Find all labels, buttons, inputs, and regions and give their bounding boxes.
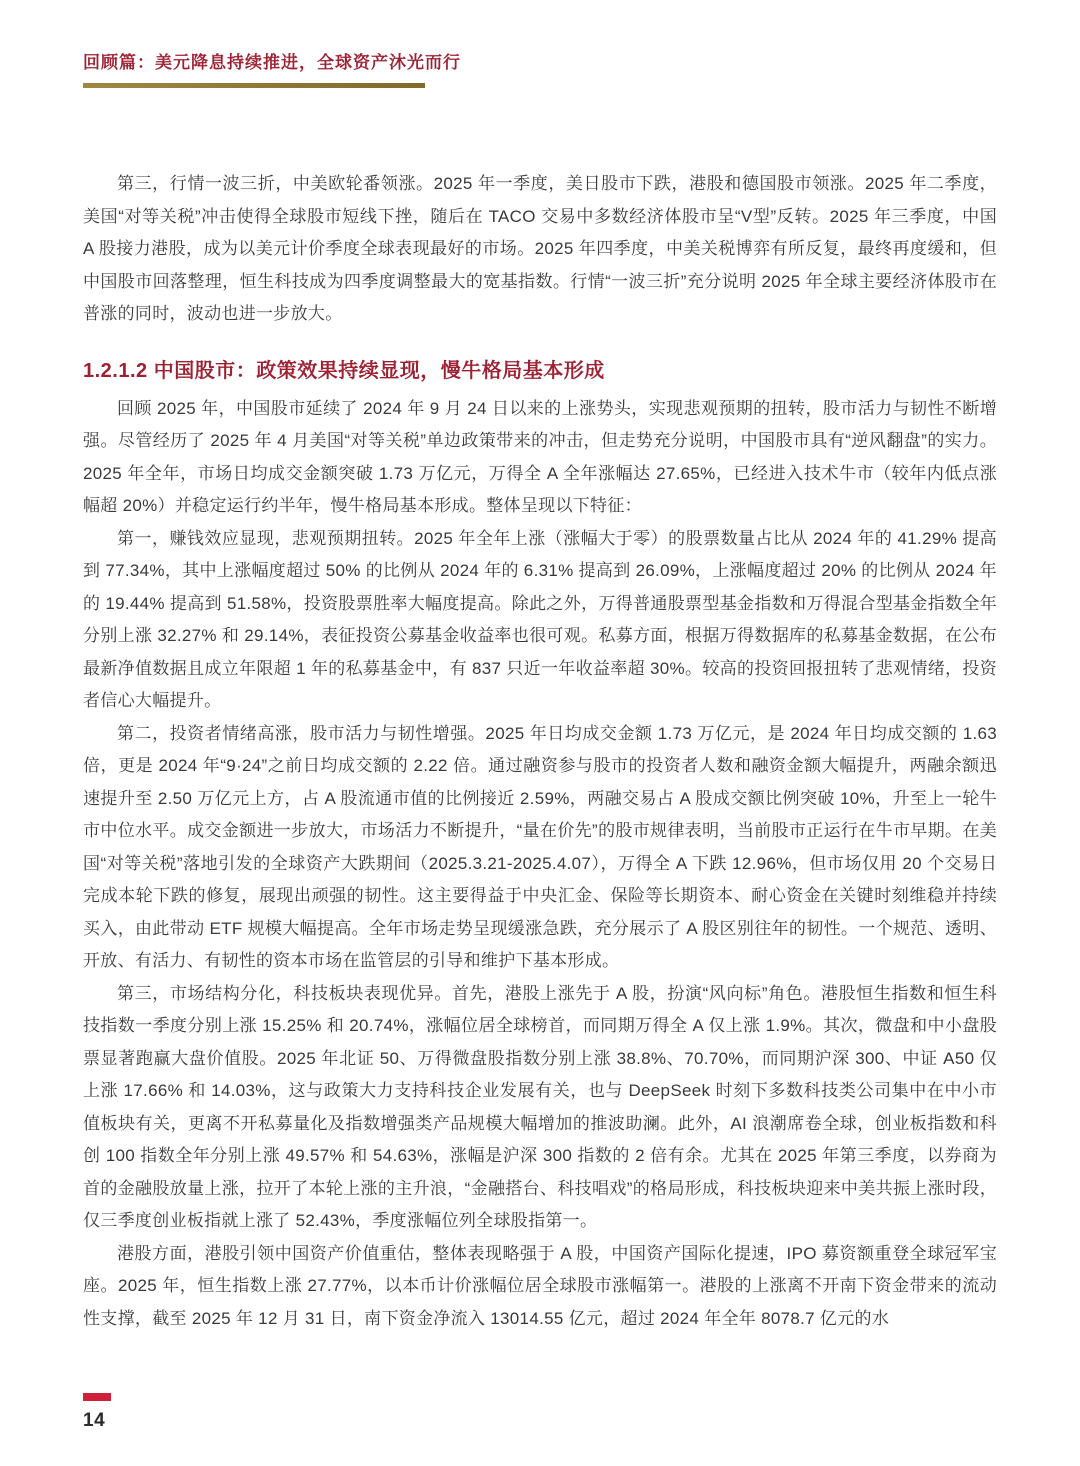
page-number: 14 bbox=[83, 1410, 106, 1431]
section-heading: 1.2.1.2 中国股市：政策效果持续显现，慢牛格局基本形成 bbox=[83, 359, 605, 382]
running-header bbox=[83, 52, 997, 88]
chapter-title: 回顾篇：美元降息持续推进，全球资产沐光而行 bbox=[83, 53, 461, 72]
footer-red-bar bbox=[83, 1393, 111, 1401]
chapter-title-underline bbox=[83, 83, 425, 88]
page-footer bbox=[83, 1393, 111, 1432]
document-body bbox=[83, 168, 997, 1335]
paragraph-feature-one: 第一，赚钱效应显现，悲观预期扭转。2025 年全年上涨（涨幅大于零）的股票数量占比从 2024 年的 41.29% 提高到 77.34%，其中上涨幅度超过 50% 的比例从 2024 年的 6.31% 提高到 26.09%，上涨幅度超过 20% 的比例从 2024 年的 19.44% 提高到 51.58%，投资股票胜率大幅度提高。除此之外，万得普通股票型基金指数和万得混合型基金指数全年分别上涨 32.27% 和 29.14%，表征投资公募基金收益率也很可观。私募方面，根据万得数据库的私募基金数据，在公布最新净值数据且成立年限超 1 年的私募基金中，有 837 只近一年收益率超 30%。较高的投资回报扭转了悲观情绪，投资者信心大幅提升。 bbox=[83, 528, 997, 710]
paragraph-hk-market: 港股方面，港股引领中国资产价值重估，整体表现略强于 A 股，中国资产国际化提速，IPO 募资额重登全球冠军宝座。2025 年，恒生指数上涨 27.77%，以本币计价涨幅位居全球股市涨幅第一。港股的上涨离不开南下资金带来的流动性支撑，截至 2025 年 12 月 31 日，南下资金净流入 13014.55 亿元，超过 2024 年全年 8078.7 亿元的水 bbox=[83, 1243, 997, 1328]
paragraph-intro: 第三，行情一波三折，中美欧轮番领涨。2025 年一季度，美日股市下跌，港股和德国股市领涨。2025 年二季度，美国“对等关税”冲击使得全球股市短线下挫，随后在 TACO 交易中多数经济体股市呈“V型”反转。2025 年三季度，中国 A 股接力港股，成为以美元计价季度全球表现最好的市场。2025 年四季度，中美关税博弈有所反复，最终再度缓和，但中国股市回落整理，恒生科技成为四季度调整最大的宽基指数。行情“一波三折”充分说明 2025 年全球主要经济体股市在普涨的同时，波动也进一步放大。 bbox=[83, 174, 997, 323]
paragraph-overview: 回顾 2025 年，中国股市延续了 2024 年 9 月 24 日以来的上涨势头，实现悲观预期的扭转，股市活力与韧性不断增强。尽管经历了 2025 年 4 月美国“对等关税”单边政策带来的冲击，但走势充分说明，中国股市具有“逆风翻盘”的实力。2025 年全年，市场日均成交金额突破 1.73 万亿元，万得全 A 全年涨幅达 27.65%，已经进入技术牛市（较年内低点涨幅超 20%）并稳定运行约半年，慢牛格局基本形成。整体呈现以下特征： bbox=[83, 398, 997, 515]
paragraph-feature-three: 第三，市场结构分化，科技板块表现优异。首先，港股上涨先于 A 股，扮演“风向标”角色。港股恒生指数和恒生科技指数一季度分别上涨 15.25% 和 20.74%，涨幅位居全球榜首，而同期万得全 A 仅上涨 1.9%。其次，微盘和中小盘股票显著跑赢大盘价值股。2025 年北证 50、万得微盘股指数分别上涨 38.8%、70.70%，而同期沪深 300、中证 A50 仅上涨 17.66% 和 14.03%，这与政策大力支持科技企业发展有关，也与 DeepSeek 时刻下多数科技类公司集中在中小市值板块有关，更离不开私募量化及指数增强类产品规模大幅增加的推波助澜。此外，AI 浪潮席卷全球，创业板指数和科创 100 指数全年分别上涨 49.57% 和 54.63%，涨幅是沪深 300 指数的 2 倍有余。尤其在 2025 年第三季度，以券商为首的金融股放量上涨，拉开了本轮上涨的主升浪，“金融搭台、科技唱戏”的格局形成，科技板块迎来中美共振上涨时段，仅三季度创业板指就上涨了 52.43%，季度涨幅位列全球股指第一。 bbox=[83, 983, 997, 1230]
paragraph-feature-two: 第二，投资者情绪高涨，股市活力与韧性增强。2025 年日均成交金额 1.73 万亿元，是 2024 年日均成交额的 1.63 倍，更是 2024 年“9·24”之前日均成交额的 2.22 倍。通过融资参与股市的投资者人数和融资金额大幅提升，两融余额迅速提升至 2.50 万亿元上方，占 A 股流通市值的比例接近 2.59%，两融交易占 A 股成交额比例突破 10%，升至上一轮牛市中位水平。成交金额进一步放大，市场活力不断提升，“量在价先”的股市规律表明，当前股市正运行在牛市早期。在美国“对等关税”落地引发的全球资产大跌期间（2025.3.21-2025.4.07），万得全 A 下跌 12.96%，但市场仅用 20 个交易日完成本轮下跌的修复，展现出顽强的韧性。这主要得益于中央汇金、保险等长期资本、耐心资金在关键时刻维稳并持续买入，由此带动 ETF 规模大幅提高。全年市场走势呈现缓涨急跌，充分展示了 A 股区别往年的韧性。一个规范、透明、开放、有活力、有韧性的资本市场在监管层的引导和维护下基本形成。 bbox=[83, 723, 997, 970]
